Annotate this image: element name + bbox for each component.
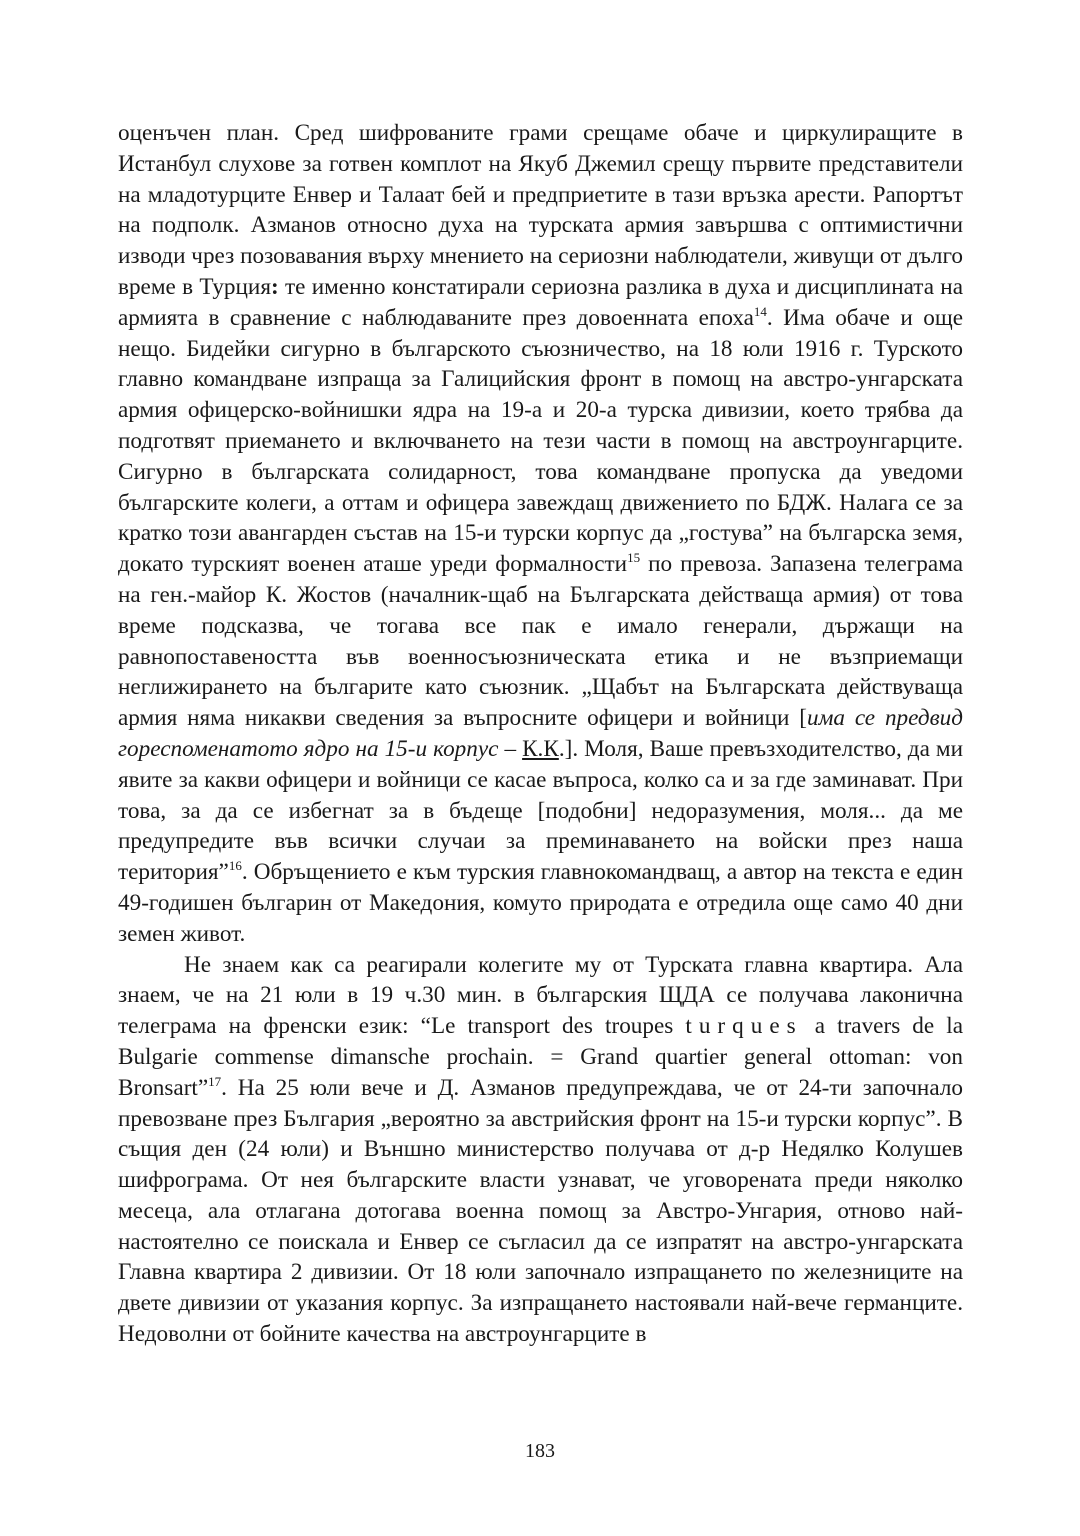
footnote-ref: 14 xyxy=(753,303,767,319)
underlined-initials: К.К xyxy=(522,735,559,762)
text-segment: Не знаем как са реагирали колегите му от Турската главна квартира. Ала знаем, че на 21 юли в 19 ч.30 мин. в българския ЩДА се получава лаконична телеграма на френски език: “Le transport des troupes xyxy=(118,951,963,1040)
footnote-ref: 15 xyxy=(627,550,641,566)
paragraph xyxy=(118,950,963,1350)
text-segment: оценъчен план. Сред шифрованите грами срещаме обаче и циркулиращите в Истанбул слухове за готвен комплот на Якуб Джемил срещу първите представители на младотурците Енвер и Талаат бей и предприетите в тази връзка арести. Рапортът на подполк. Азманов относно духа на турската армия завършва с оптимистични изводи чрез позовавания върху мнението на сериозни наблюдатели, живущи от дълго време в Турция xyxy=(118,120,963,300)
footnote-ref: 17 xyxy=(208,1073,222,1089)
paragraph xyxy=(118,118,963,950)
footnote-ref: 16 xyxy=(228,858,242,874)
text-segment: . Има обаче и още нещо. Бидейки сигурно в българското съюзничество, на 18 юли 1916 г. Турското главно командване изпраща за Галицийския фронт в помощ на австро-унгарската армия офицерско-войнишки ядра на 19-а и 20-а турска дивизии, което трябва да подготвят приемането и включването на тези части в помощ на австроунгарците. Сигурно в българската солидарност, това командване пропуска да уведоми българските колеги, а оттам и офицера завеждащ движението по БДЖ. Налага се за кратко този авангарден състав на 15-и турски корпус да „гостува” на българска земя, докато турският военен аташе уреди формалности xyxy=(118,304,963,578)
text-segment: .]. Моля, Ваше превъзходителство, да ми явите за какви офицери и войници се касае въпроса, колко са и за где заминават. При това, за да се избегнат за в бъдеще [подобни] недоразумения, моля... да ме предупредите във всички случаи за преминаването на войски през наша територия” xyxy=(118,735,963,886)
text-segment: по превоза. Запазена телеграма на ген.-майор К. Жостов (началник-щаб на Българската действаща армия) от това време подсказва, че тогава все пак е имало генерали, държащи на равнопоставеността във военносъюзническата етика и не възприемащи неглижирането на българите като съюзник. „Щабът на Българската действуваща армия няма никакви сведения за въпросните офицери и войници [ xyxy=(118,551,963,732)
text-segment: . На 25 юли вече и Д. Азманов предупреждава, че от 24-ти започнало превозване през България „вероятно за австрийския фронт на 15-и турски корпус”. В същия ден (24 юли) и Външно министерство получава от д-р Недялко Колушев шифрограма. От нея българските власти узнават, че уговорената преди няколко месеца, ала отлагана дотогава военна помощ за Австро-Унгария, отново най-настоятелно се поискала и Енвер се съгласил да се изпратят на австро-унгарската Главна квартира 2 дивизии. От 18 юли започнало изпращането по железниците на двете дивизии от указания корпус. За изпращането настоявали най-вече германците. Недоволни от бойните качества на австроунгарците в xyxy=(118,1074,963,1348)
text-segment: те именно констатирали сериозна разлика в духа и дисциплината на армията в сравнение с наблюдаваните през довоенната епоха xyxy=(118,273,963,331)
letter-spaced-word: turques xyxy=(685,1013,803,1040)
text-segment: a travers de la Bulgarie commense dimansche prochain. = Grand quartier general ottoman: von Bronsart” xyxy=(118,1013,964,1101)
italic-note: има се предвид гореспоменатото ядро на 15-и корпус – xyxy=(118,705,963,762)
page-number: 183 xyxy=(525,1440,555,1462)
text-segment: . Обръщението е към турския главнокомандващ, а автор на текста е един 49-годишен българин от Македония, комуто природата е отредила още само 40 дни земен живот. xyxy=(118,859,963,947)
bold-colon: : xyxy=(271,273,279,300)
body-text xyxy=(118,118,963,1350)
